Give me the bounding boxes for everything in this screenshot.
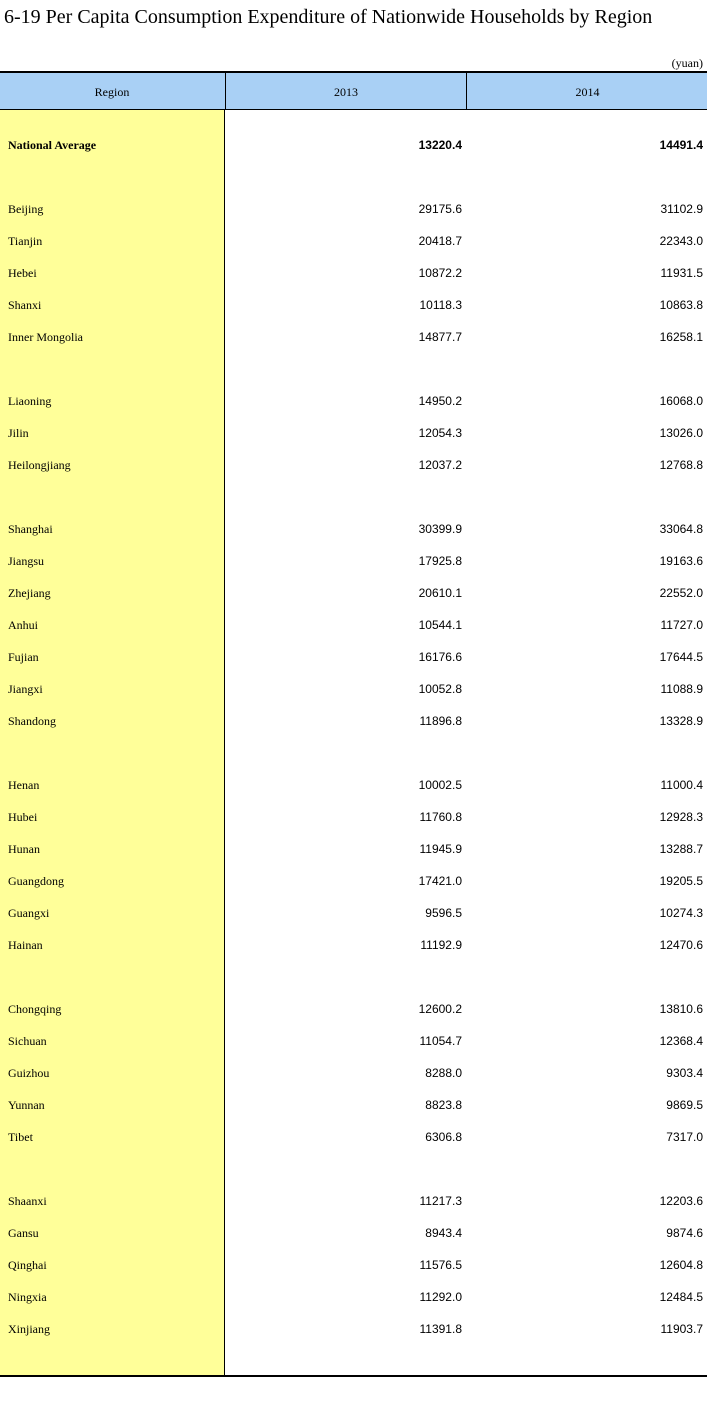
table-row xyxy=(0,550,707,574)
table-row xyxy=(0,678,707,702)
table-row xyxy=(0,838,707,862)
value-2014: 12604.8 xyxy=(659,1258,703,1272)
table-row xyxy=(0,454,707,478)
value-2014: 22343.0 xyxy=(659,234,703,248)
value-2013: 11576.5 xyxy=(419,1258,462,1272)
region-name: Hubei xyxy=(8,810,38,824)
value-2013: 10002.5 xyxy=(418,778,462,792)
region-name: Inner Mongolia xyxy=(8,330,83,344)
value-2014: 13328.9 xyxy=(659,714,703,728)
value-2013: 10544.1 xyxy=(418,618,462,632)
region-name: Shandong xyxy=(8,714,56,728)
region-name: Tianjin xyxy=(8,234,43,248)
value-2013: 11292.0 xyxy=(419,1290,462,1304)
table-row xyxy=(0,774,707,798)
region-name: Shanxi xyxy=(8,298,42,312)
value-2013: 11217.3 xyxy=(419,1194,462,1208)
table-row xyxy=(0,806,707,830)
table-row xyxy=(0,134,707,158)
value-2014: 22552.0 xyxy=(659,586,703,600)
value-2014: 10863.8 xyxy=(659,298,703,312)
region-name: Jilin xyxy=(8,426,29,440)
value-2014: 33064.8 xyxy=(659,522,703,536)
value-2014: 12203.6 xyxy=(659,1194,703,1208)
value-2013: 16176.6 xyxy=(418,650,462,664)
value-2013: 12600.2 xyxy=(418,1002,462,1016)
page-title: 6-19 Per Capita Consumption Expenditure of Nationwide Households by Region xyxy=(4,6,653,28)
value-2014: 13026.0 xyxy=(659,426,703,440)
region-name: Heilongjiang xyxy=(8,458,71,472)
region-name: Anhui xyxy=(8,618,38,632)
value-2014: 17644.5 xyxy=(659,650,703,664)
value-2013: 6306.8 xyxy=(425,1130,462,1144)
value-2014: 19205.5 xyxy=(659,874,703,888)
region-name: Jiangsu xyxy=(8,554,44,568)
table-row xyxy=(0,294,707,318)
table-row xyxy=(0,1286,707,1310)
value-2014: 9869.5 xyxy=(666,1098,703,1112)
value-2013: 14950.2 xyxy=(418,394,462,408)
value-2014: 12768.8 xyxy=(659,458,703,472)
region-name: Qinghai xyxy=(8,1258,47,1272)
unit-label: (yuan) xyxy=(671,56,703,70)
value-2013: 11192.9 xyxy=(420,938,462,952)
table-row xyxy=(0,1222,707,1246)
value-2013: 11945.9 xyxy=(419,842,462,856)
header-2014: 2014 xyxy=(466,73,707,109)
value-2013: 8823.8 xyxy=(425,1098,462,1112)
table-row xyxy=(0,1190,707,1214)
header-2013: 2013 xyxy=(225,73,466,109)
table-row xyxy=(0,646,707,670)
header-region: Region xyxy=(94,85,130,99)
value-2013: 10872.2 xyxy=(418,266,462,280)
table-row xyxy=(0,1062,707,1086)
value-2013: 30399.9 xyxy=(418,522,462,536)
value-2014: 12484.5 xyxy=(659,1290,703,1304)
value-2014: 7317.0 xyxy=(666,1130,703,1144)
value-2014: 12368.4 xyxy=(659,1034,703,1048)
value-2014: 19163.6 xyxy=(659,554,703,568)
region-name: Henan xyxy=(8,778,40,792)
region-name: Guangxi xyxy=(8,906,50,920)
region-name: Xinjiang xyxy=(8,1322,50,1336)
region-name: Shanghai xyxy=(8,522,53,536)
value-2013: 12037.2 xyxy=(418,458,462,472)
region-name: Sichuan xyxy=(8,1034,47,1048)
table-row xyxy=(0,582,707,606)
value-2014: 11903.7 xyxy=(660,1322,703,1336)
table-row xyxy=(0,1318,707,1342)
value-2014: 9303.4 xyxy=(666,1066,703,1080)
value-2013: 10118.3 xyxy=(419,298,462,312)
value-2014: 16068.0 xyxy=(659,394,703,408)
value-2014: 10274.3 xyxy=(659,906,703,920)
value-2014: 11931.5 xyxy=(660,266,703,280)
region-name: Jiangxi xyxy=(8,682,43,696)
region-name: National Average xyxy=(8,138,97,152)
value-2014: 11088.9 xyxy=(660,682,703,696)
table-row xyxy=(0,262,707,286)
value-2013: 20418.7 xyxy=(418,234,462,248)
table-row xyxy=(0,1030,707,1054)
region-name: Guangdong xyxy=(8,874,64,888)
value-2013: 11896.8 xyxy=(419,714,462,728)
value-2014: 11000.4 xyxy=(660,778,703,792)
table-row xyxy=(0,1094,707,1118)
table-row xyxy=(0,518,707,542)
value-2014: 9874.6 xyxy=(666,1226,703,1240)
table-row xyxy=(0,422,707,446)
table-header xyxy=(0,73,707,110)
region-name: Fujian xyxy=(8,650,39,664)
region-name: Beijing xyxy=(8,202,44,216)
table-row xyxy=(0,198,707,222)
table-row xyxy=(0,326,707,350)
value-2014: 16258.1 xyxy=(659,330,703,344)
value-2013: 17925.8 xyxy=(418,554,462,568)
value-2013: 13220.4 xyxy=(418,138,462,152)
value-2013: 14877.7 xyxy=(418,330,462,344)
table-row xyxy=(0,1254,707,1278)
region-name: Shaanxi xyxy=(8,1194,47,1208)
value-2014: 12928.3 xyxy=(659,810,703,824)
value-2014: 11727.0 xyxy=(660,618,703,632)
value-2013: 20610.1 xyxy=(418,586,462,600)
region-name: Hainan xyxy=(8,938,43,952)
region-name: Tibet xyxy=(8,1130,33,1144)
value-2013: 12054.3 xyxy=(418,426,462,440)
value-2013: 9596.5 xyxy=(425,906,462,920)
region-name: Chongqing xyxy=(8,1002,62,1016)
value-2013: 8288.0 xyxy=(425,1066,462,1080)
table-row xyxy=(0,230,707,254)
table-row xyxy=(0,998,707,1022)
value-2013: 17421.0 xyxy=(418,874,462,888)
table-row xyxy=(0,870,707,894)
table-row xyxy=(0,1126,707,1150)
value-2013: 29175.6 xyxy=(418,202,462,216)
value-2013: 11760.8 xyxy=(419,810,462,824)
table-row xyxy=(0,710,707,734)
value-2014: 13810.6 xyxy=(659,1002,703,1016)
region-name: Hunan xyxy=(8,842,40,856)
value-2013: 8943.4 xyxy=(425,1226,462,1240)
region-name: Zhejiang xyxy=(8,586,51,600)
region-name: Guizhou xyxy=(8,1066,50,1080)
value-2013: 10052.8 xyxy=(418,682,462,696)
value-2014: 14491.4 xyxy=(659,138,703,152)
value-2013: 11054.7 xyxy=(419,1034,462,1048)
region-name: Yunnan xyxy=(8,1098,45,1112)
region-name: Ningxia xyxy=(8,1290,47,1304)
region-name: Liaoning xyxy=(8,394,52,408)
value-2014: 12470.6 xyxy=(659,938,703,952)
table-row xyxy=(0,934,707,958)
table-row xyxy=(0,902,707,926)
table-row xyxy=(0,390,707,414)
region-name: Hebei xyxy=(8,266,37,280)
table-row xyxy=(0,614,707,638)
value-2013: 11391.8 xyxy=(419,1322,462,1336)
value-2014: 31102.9 xyxy=(660,202,703,216)
region-name: Gansu xyxy=(8,1226,39,1240)
data-table xyxy=(0,71,707,1377)
value-2014: 13288.7 xyxy=(659,842,703,856)
